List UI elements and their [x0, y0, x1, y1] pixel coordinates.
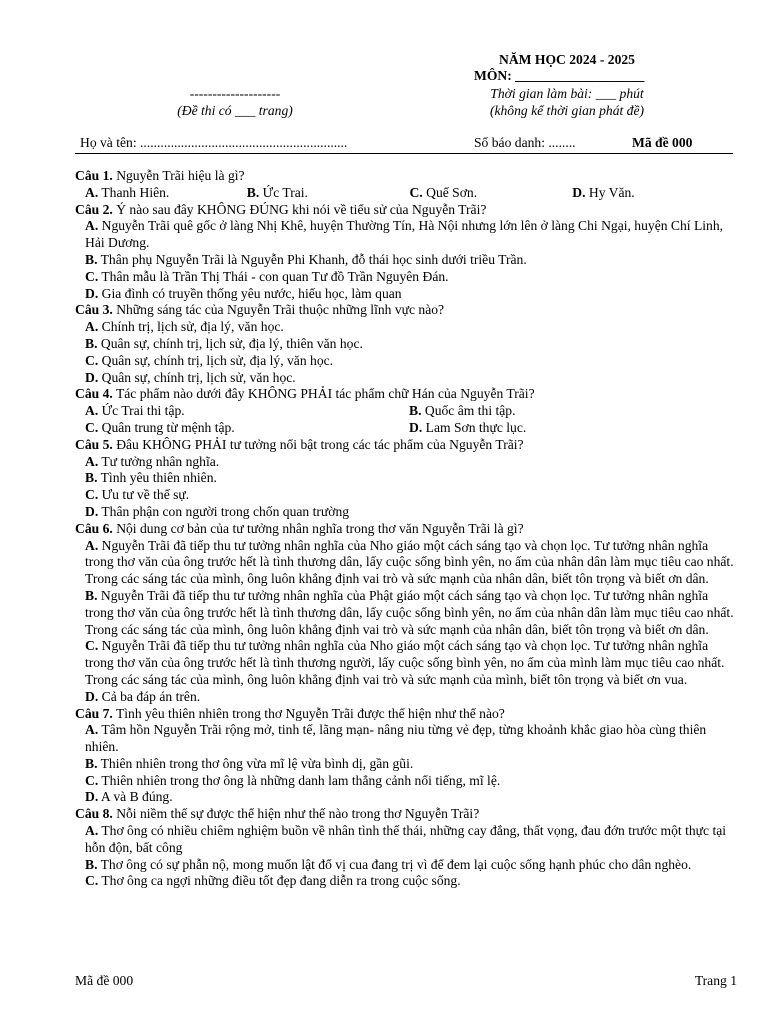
option-key: B.: [246, 184, 260, 200]
option-text: Ức Trai.: [262, 184, 308, 200]
option-key: C.: [85, 419, 99, 435]
option-text: Nguyễn Trãi đã tiếp thu tư tưởng nhân nghĩa của Nho giáo một cách sáng tạo và chọn lọc. Tư tưởng nhân nghĩa trong thơ văn của ông trước hết là tình thương dân, lấy cuộc sống bình yên, no ấm của nhân dân làm mục tiêu cao nhất. Trong các sáng tác của mình, ông luôn khẳng định vai trò và sức mạnh của nhân dân, biết tôn trọng và biết ơn dân.: [85, 537, 734, 587]
answer-option: [75, 538, 735, 588]
option-key: A.: [85, 403, 99, 419]
question-label: Câu 5.: [75, 436, 113, 452]
question-list: [75, 168, 735, 890]
answer-option: [85, 403, 409, 420]
student-name-field: Họ và tên: .............................................................: [80, 135, 348, 150]
option-text: Cả ba đáp án trên.: [101, 688, 201, 704]
exam-code: Mã đề 000: [632, 135, 693, 150]
answer-option: [75, 857, 735, 874]
option-key: D.: [85, 789, 99, 805]
question: [75, 806, 735, 823]
answer-option: [75, 370, 735, 387]
option-key: A.: [85, 453, 99, 469]
option-key: B.: [85, 587, 98, 603]
answer-option: [75, 487, 735, 504]
answer-option: [75, 823, 735, 857]
option-text: Thiên nhiên trong thơ ông là những danh lam thắng cảnh nổi tiếng, mĩ lệ.: [101, 772, 501, 788]
question-label: Câu 8.: [75, 806, 113, 822]
option-key: A.: [85, 537, 99, 553]
option-key: A.: [85, 823, 99, 839]
answer-option: [409, 420, 735, 437]
options-row: [75, 403, 735, 420]
question: [75, 706, 735, 723]
option-key: D.: [85, 688, 99, 704]
answer-option: [75, 252, 735, 269]
option-key: C.: [409, 184, 423, 200]
question-label: Câu 1.: [75, 168, 113, 183]
answer-option: [75, 689, 735, 706]
answer-option: [410, 185, 573, 202]
option-text: Nguyễn Trãi đã tiếp thu tư tưởng nhân nghĩa của Phật giáo một cách sáng tạo và chọn lọc. Tư tưởng nhân nghĩa trong thơ văn của ông trước hết là tình thương dân, lấy cuộc sống bình yên, no ấm của nhân dân làm mục tiêu cao nhất. Trong các sáng tác của mình, ông luôn khẳng định vai trò và sức mạnh của nhân dân, biết tôn trọng và biết ơn dân.: [85, 587, 734, 637]
option-text: Nguyễn Trãi đã tiếp thu tư tưởng nhân nghĩa của Nho giáo một cách sáng tạo và chọn lọc. Tư tưởng nhân nghĩa trong thơ văn của ông trước hết là tình thương người, lấy cuộc sống bình yên, no ấm của mình làm mục tiêu cao nhất. Trong các sáng tác của mình, ông luôn khẳng định vai trò và sức mạnh của mình, biết tôn trọng và biết ơn vua.: [85, 638, 725, 687]
time-label: Thời gian làm bài: ___ phút: [490, 86, 644, 101]
option-key: C.: [85, 268, 99, 284]
question-label: Câu 4.: [75, 386, 113, 402]
pages-note: (Đề thi có ___ trang): [177, 103, 293, 118]
option-key: D.: [85, 285, 99, 301]
option-text: Tâm hồn Nguyễn Trãi rộng mở, tinh tế, lãng mạn- nâng niu từng vẻ đẹp, từng khoảnh khắc giao hòa cùng thiên nhiên.: [85, 722, 707, 755]
question-text: Nội dung cơ bản của tư tưởng nhân nghĩa trong thơ văn Nguyễn Trãi là gì?: [116, 520, 524, 536]
question: [75, 168, 735, 185]
option-key: B.: [85, 251, 98, 267]
question-label: Câu 6.: [75, 520, 113, 536]
option-text: Quốc âm thi tập.: [424, 403, 516, 419]
option-text: Thơ ông ca ngợi những điều tốt đẹp đang diễn ra trong cuộc sống.: [101, 873, 461, 889]
option-text: Ưu tư về thế sự.: [101, 487, 190, 503]
question-text: Những sáng tác của Nguyễn Trãi thuộc những lĩnh vực nào?: [116, 302, 445, 318]
option-text: Lam Sơn thực lục.: [425, 419, 527, 435]
option-text: Quân sự, chính trị, lịch sử, địa lý, thiên văn học.: [100, 335, 363, 351]
options-row: [75, 420, 735, 437]
question-label: Câu 7.: [75, 705, 113, 721]
school-year: NĂM HỌC 2024 - 2025: [499, 52, 635, 67]
option-text: Thơ ông có sự phẫn nộ, mong muốn lật đổ vị cua đang trị vì để đem lại cuộc sống hạnh phúc cho dân nghèo.: [100, 856, 692, 872]
question: [75, 202, 735, 219]
question-text: Tác phẩm nào dưới đây KHÔNG PHẢI tác phẩm chữ Hán của Nguyễn Trãi?: [115, 386, 535, 402]
option-text: Quế Sơn.: [426, 184, 478, 200]
option-key: A.: [85, 218, 99, 234]
option-key: C.: [85, 638, 99, 654]
option-key: B.: [85, 856, 98, 872]
header-divider: [75, 153, 733, 154]
option-text: Thân phận con người trong chốn quan trường: [101, 503, 350, 519]
question-text: Ý nào sau đây KHÔNG ĐÚNG khi nói về tiểu sử của Nguyễn Trãi?: [116, 201, 487, 217]
header-dashes: --------------------: [189, 86, 281, 101]
option-key: A.: [85, 722, 99, 738]
answer-option: [75, 353, 735, 370]
option-text: Gia đình có truyền thống yêu nước, hiếu học, làm quan: [101, 285, 402, 301]
question-text: Đâu KHÔNG PHẢI tư tưởng nổi bật trong các tác phẩm của Nguyễn Trãi?: [116, 436, 524, 452]
answer-option: [75, 588, 735, 638]
answer-option: [572, 185, 735, 202]
option-key: D.: [85, 503, 99, 519]
answer-option: [75, 773, 735, 790]
answer-option: [85, 420, 409, 437]
option-key: D.: [409, 419, 423, 435]
option-key: B.: [85, 755, 98, 771]
answer-option: [75, 756, 735, 773]
answer-option: [75, 504, 735, 521]
question-label: Câu 3.: [75, 302, 113, 318]
option-text: Quân trung từ mệnh tập.: [101, 419, 235, 435]
option-text: Thân mẫu là Trần Thị Thái - con quan Tư đồ Trần Nguyên Đán.: [101, 268, 449, 284]
footer-exam-code: Mã đề 000: [75, 973, 134, 988]
question: [75, 386, 735, 403]
option-key: A.: [85, 184, 99, 200]
answer-option: [75, 722, 735, 756]
time-note: (không kể thời gian phát đề): [489, 103, 645, 118]
question-text: Tình yêu thiên nhiên trong thơ Nguyễn Trãi được thể hiện như thế nào?: [115, 705, 505, 721]
answer-option: [75, 218, 735, 252]
option-key: C.: [85, 873, 99, 889]
option-key: B.: [85, 470, 98, 486]
option-key: B.: [409, 403, 422, 419]
question-text: Nỗi niềm thế sự được thể hiện như thế nào trong thơ Nguyễn Trãi?: [116, 806, 480, 822]
options-row: [75, 185, 735, 202]
answer-option: [75, 286, 735, 303]
option-key: A.: [85, 319, 99, 335]
option-key: D.: [85, 369, 99, 385]
option-text: Tư tưởng nhân nghĩa.: [101, 453, 220, 469]
option-text: Chính trị, lịch sử, địa lý, văn học.: [101, 319, 284, 335]
answer-option: [85, 185, 247, 202]
answer-option: [75, 873, 735, 890]
answer-option: [75, 336, 735, 353]
answer-option: [409, 403, 735, 420]
answer-option: [75, 319, 735, 336]
option-key: C.: [85, 487, 99, 503]
answer-option: [247, 185, 410, 202]
footer-page-number: Trang 1: [694, 973, 737, 988]
question: [75, 437, 735, 454]
question: [75, 521, 735, 538]
option-text: Thân phụ Nguyễn Trãi là Nguyễn Phi Khanh, đỗ thái học sinh dưới triều Trần.: [100, 251, 527, 267]
option-text: Hy Văn.: [588, 184, 635, 200]
option-text: Quân sự, chính trị, lịch sử, địa lý, văn học.: [101, 352, 334, 368]
answer-option: [75, 269, 735, 286]
option-text: Thơ ông có nhiều chiêm nghiệm buồn về nhân tình thế thái, những cay đắng, thất vọng, đau đớn trước một thực tại hỗn độn, bất công: [85, 823, 727, 855]
option-text: A và B đúng.: [100, 789, 173, 805]
answer-option: [75, 454, 735, 471]
option-key: C.: [85, 352, 99, 368]
option-text: Ức Trai thi tập.: [101, 403, 185, 419]
option-key: D.: [572, 184, 586, 200]
option-text: Thiên nhiên trong thơ ông vừa mĩ lệ vừa bình dị, gần gũi.: [100, 755, 414, 771]
question: [75, 302, 735, 319]
option-text: Tình yêu thiên nhiên.: [100, 470, 217, 486]
answer-option: [75, 638, 735, 688]
question-text: Nguyễn Trãi hiệu là gì?: [116, 168, 245, 183]
option-text: Nguyễn Trãi quê gốc ở làng Nhị Khê, huyện Thường Tín, Hà Nội nhưng lớn lên ở làng Chi Ngại, huyện Chí Linh, Hải Dương.: [85, 218, 724, 251]
option-text: Thanh Hiên.: [101, 184, 170, 200]
answer-option: [75, 789, 735, 806]
option-text: Quân sự, chính trị, lịch sử, văn học.: [101, 369, 296, 385]
option-key: C.: [85, 772, 99, 788]
answer-option: [75, 470, 735, 487]
question-label: Câu 2.: [75, 201, 113, 217]
student-id-field: Số báo danh: ........: [474, 135, 576, 150]
option-key: B.: [85, 335, 98, 351]
subject-label: MÔN: ___________________: [474, 68, 645, 83]
